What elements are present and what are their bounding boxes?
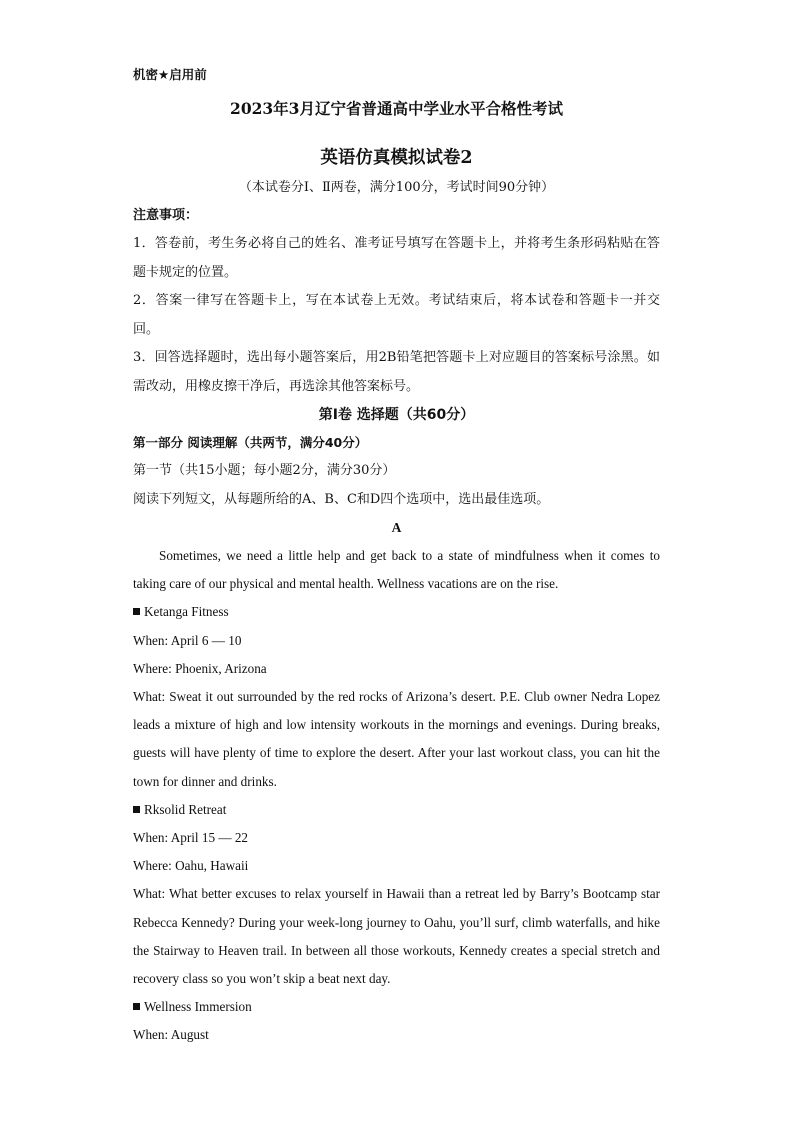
event-where: Where: Oahu, Hawaii bbox=[133, 858, 249, 874]
event-where: Where: Phoenix, Arizona bbox=[133, 660, 267, 676]
notice-item-1: 1．答卷前，考生务必将自己的姓名、准考证号填写在答题卡上，并将考生条形码粘贴在答题卡规定的位置。 bbox=[133, 236, 660, 280]
part-heading: 第一部分 阅读理解（共两节，满分40分） bbox=[133, 435, 368, 450]
confidential-mark: 机密★启用前 bbox=[133, 67, 207, 82]
volume-heading: 第Ⅰ卷 选择题（共60分） bbox=[318, 407, 475, 423]
event-name: Ketanga Fitness bbox=[144, 604, 229, 620]
passage-letter: A bbox=[391, 520, 402, 535]
event-wellness bbox=[133, 993, 660, 1021]
notice-heading: 注意事项： bbox=[133, 208, 199, 223]
event-what: What: What better excuses to relax yourself in Hawaii than a retreat led by Barry’s Bootcamp star Rebecca Kennedy? During your week-long journey to Oahu, you’ll surf, climb waterfalls, and hike the Stairway to Heaven trail. In between all those workouts, Kennedy creates a special stretch and recovery class so you won’t skip a beat next day. bbox=[133, 886, 660, 987]
exam-subtitle: 英语仿真模拟试卷2 bbox=[320, 148, 473, 168]
event-ketanga bbox=[133, 598, 660, 626]
event-name: Wellness Immersion bbox=[144, 999, 252, 1015]
exam-note: （本试卷分Ⅰ、Ⅱ两卷，满分100分，考试时间90分钟） bbox=[238, 180, 555, 195]
exam-title: 2023年3月辽宁省普通高中学业水平合格性考试 bbox=[230, 99, 563, 118]
event-what: What: Sweat it out surrounded by the red rocks of Arizona’s desert. P.E. Club owner Nedra Lopez leads a mixture of high and low intensity workouts in the mornings and evenings. During breaks, guests will have plenty of time to explore the desert. After your last workout class, you can hit the town for dinner and drinks. bbox=[133, 689, 660, 789]
event-when: When: April 6 — 10 bbox=[133, 632, 242, 648]
passage-intro: Sometimes, we need a little help and get back to a state of mindfulness when it comes to taking care of our physical and mental health. Wellness vacations are on the rise. bbox=[133, 548, 660, 592]
event-name: Rksolid Retreat bbox=[144, 801, 227, 817]
square-bullet-icon bbox=[133, 1003, 140, 1010]
notice-item-2: 2．答案一律写在答题卡上，写在本试卷上无效。考试结束后，将本试卷和答题卡一并交回。 bbox=[133, 293, 660, 337]
square-bullet-icon bbox=[133, 806, 140, 813]
notice-item-3: 3．回答选择题时，选出每小题答案后，用2B铅笔把答题卡上对应题目的答案标号涂黑。如需改动，用橡皮擦干净后，再选涂其他答案标号。 bbox=[133, 350, 660, 394]
square-bullet-icon bbox=[133, 608, 140, 615]
event-when: When: August bbox=[133, 1027, 209, 1043]
event-rksolid bbox=[133, 796, 660, 824]
subsection-heading: 第一节（共15小题；每小题2分，满分30分） bbox=[133, 463, 396, 478]
instruction-text: 阅读下列短文，从每题所给的A、B、C和D四个选项中，选出最佳选项。 bbox=[133, 491, 550, 507]
event-when: When: April 15 — 22 bbox=[133, 830, 249, 846]
